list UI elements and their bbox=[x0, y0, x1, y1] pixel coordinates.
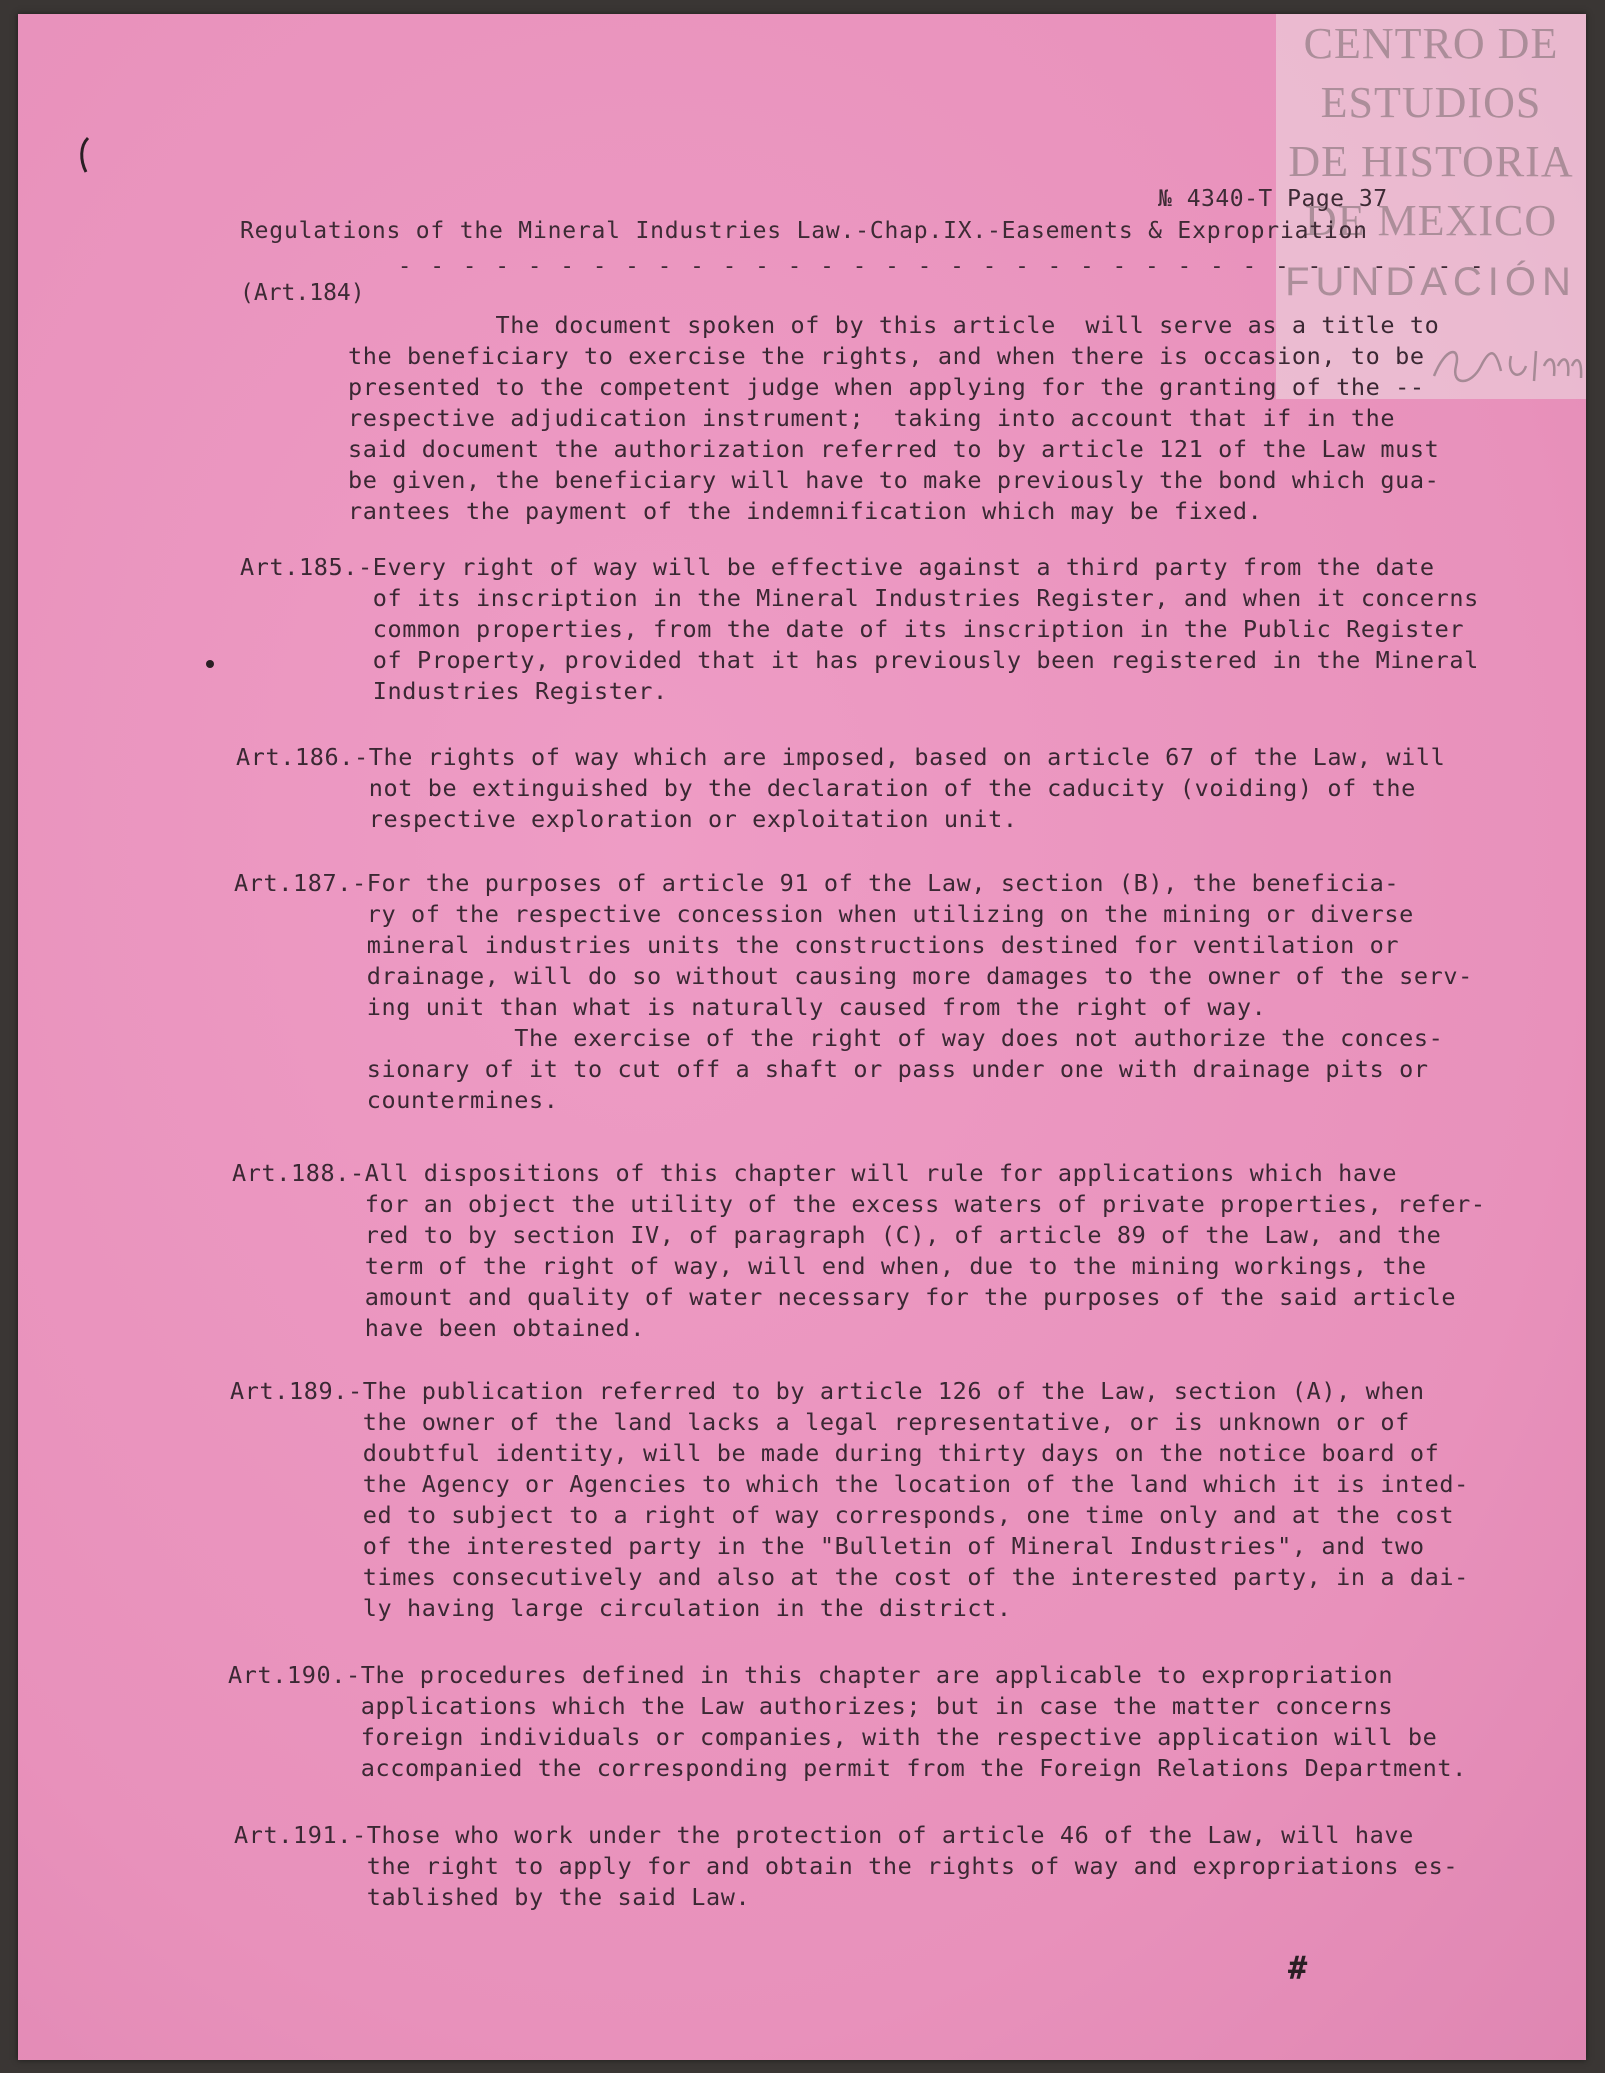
dot-mark-icon bbox=[204, 658, 216, 670]
signature-icon bbox=[1426, 336, 1586, 394]
page-number: № 4340-T Page 37 bbox=[1158, 186, 1388, 212]
watermark-line: CENTRO DE bbox=[1303, 19, 1559, 68]
watermark-line: DE HISTORIA bbox=[1288, 137, 1574, 186]
article-reference: (Art.184) bbox=[240, 280, 365, 306]
paragraph-art187: Art.187.-For the purposes of article 91 of the Law, section (B), the beneficia- ry of the respective concession when utilizing on the mining or diverse mineral industries units the constructions destined for ventilation or drainage, will do so without causing more damages to the owner of the serv- ing unit than what is naturally caused from the right of way. The exercise of the right of way does not authorize the conces- sionary of it to cut off a shaft or pass under one with drainage pits or countermines. bbox=[234, 869, 1473, 1114]
document-header: Regulations of the Mineral Industries Law.-Chap.IX.-Easements & Expropriation bbox=[240, 218, 1368, 244]
end-mark: # bbox=[1288, 1949, 1308, 1987]
paragraph-art190: Art.190.-The procedures defined in this chapter are applicable to expropriation applications which the Law authorizes; but in case the matter concerns foreign individuals or companies, with the respective application will be accompanied the corresponding permit from the Foreign Relations Department. bbox=[228, 1661, 1467, 1782]
watermark-line: ESTUDIOS bbox=[1320, 78, 1542, 127]
watermark-line: DE MEXICO bbox=[1304, 196, 1558, 245]
paragraph-art191: Art.191.-Those who work under the protection of article 46 of the Law, will have the right to apply for and obtain the rights of way and expropriations es- tablished by the said Law. bbox=[234, 1821, 1459, 1911]
paragraph-art189: Art.189.-The publication referred to by article 126 of the Law, section (A), when the owner of the land lacks a legal representative, or is unknown or of doubtful identity, will be made during thirty days on the notice board of the Agency or Agencies to which the location of the land which it is inted- ed to subject to a right of way corresponds, one time only and at the cost of the interested party in the "Bulletin of Mineral Industries", and two times consecutively and also at the cost of the interested party, in a dai- ly having large circulation in the district. bbox=[230, 1377, 1469, 1622]
paragraph-art186: Art.186.-The rights of way which are imposed, based on article 67 of the Law, will not be extinguished by the declaration of the caducity (voiding) of the respective exploration or exploitation unit. bbox=[236, 743, 1446, 833]
header-divider: - - - - - - - - - - - - - - - - - - - - - - - - - - - - - - - - - - bbox=[398, 254, 1487, 279]
document-page bbox=[18, 14, 1586, 2060]
paper-mark-icon bbox=[74, 134, 94, 178]
paragraph-art188: Art.188.-All dispositions of this chapter will rule for applications which have for an object the utility of the excess waters of private properties, refer- red to by section IV, of paragraph (C), of article 89 of the Law, and the term of the right of way, will end when, due to the mining workings, the amount and quality of water necessary for the purposes of the said article have been obtained. bbox=[232, 1159, 1486, 1342]
paragraph-art185: Art.185.-Every right of way will be effective against a third party from the date of its inscription in the Mineral Industries Register, and when it concerns common properties, from the date of its inscription in the Public Register of Property, provided that it has previously been registered in the Mineral Industries Register. bbox=[240, 553, 1479, 705]
watermark-foundation: FUNDACIÓN bbox=[1285, 260, 1577, 304]
paragraph-art184: The document spoken of by this article will serve as a title to the beneficiary to exercise the rights, and when there is occasion, to be presented to the competent judge when applying for the granting of the -- respective adjudication instrument; taking into account that if in the said document the authorization referred to by article 121 of the Law must be given, the beneficiary will have to make previously the bond which gua- rantees the payment of the indemnification which may be fixed. bbox=[348, 311, 1440, 525]
